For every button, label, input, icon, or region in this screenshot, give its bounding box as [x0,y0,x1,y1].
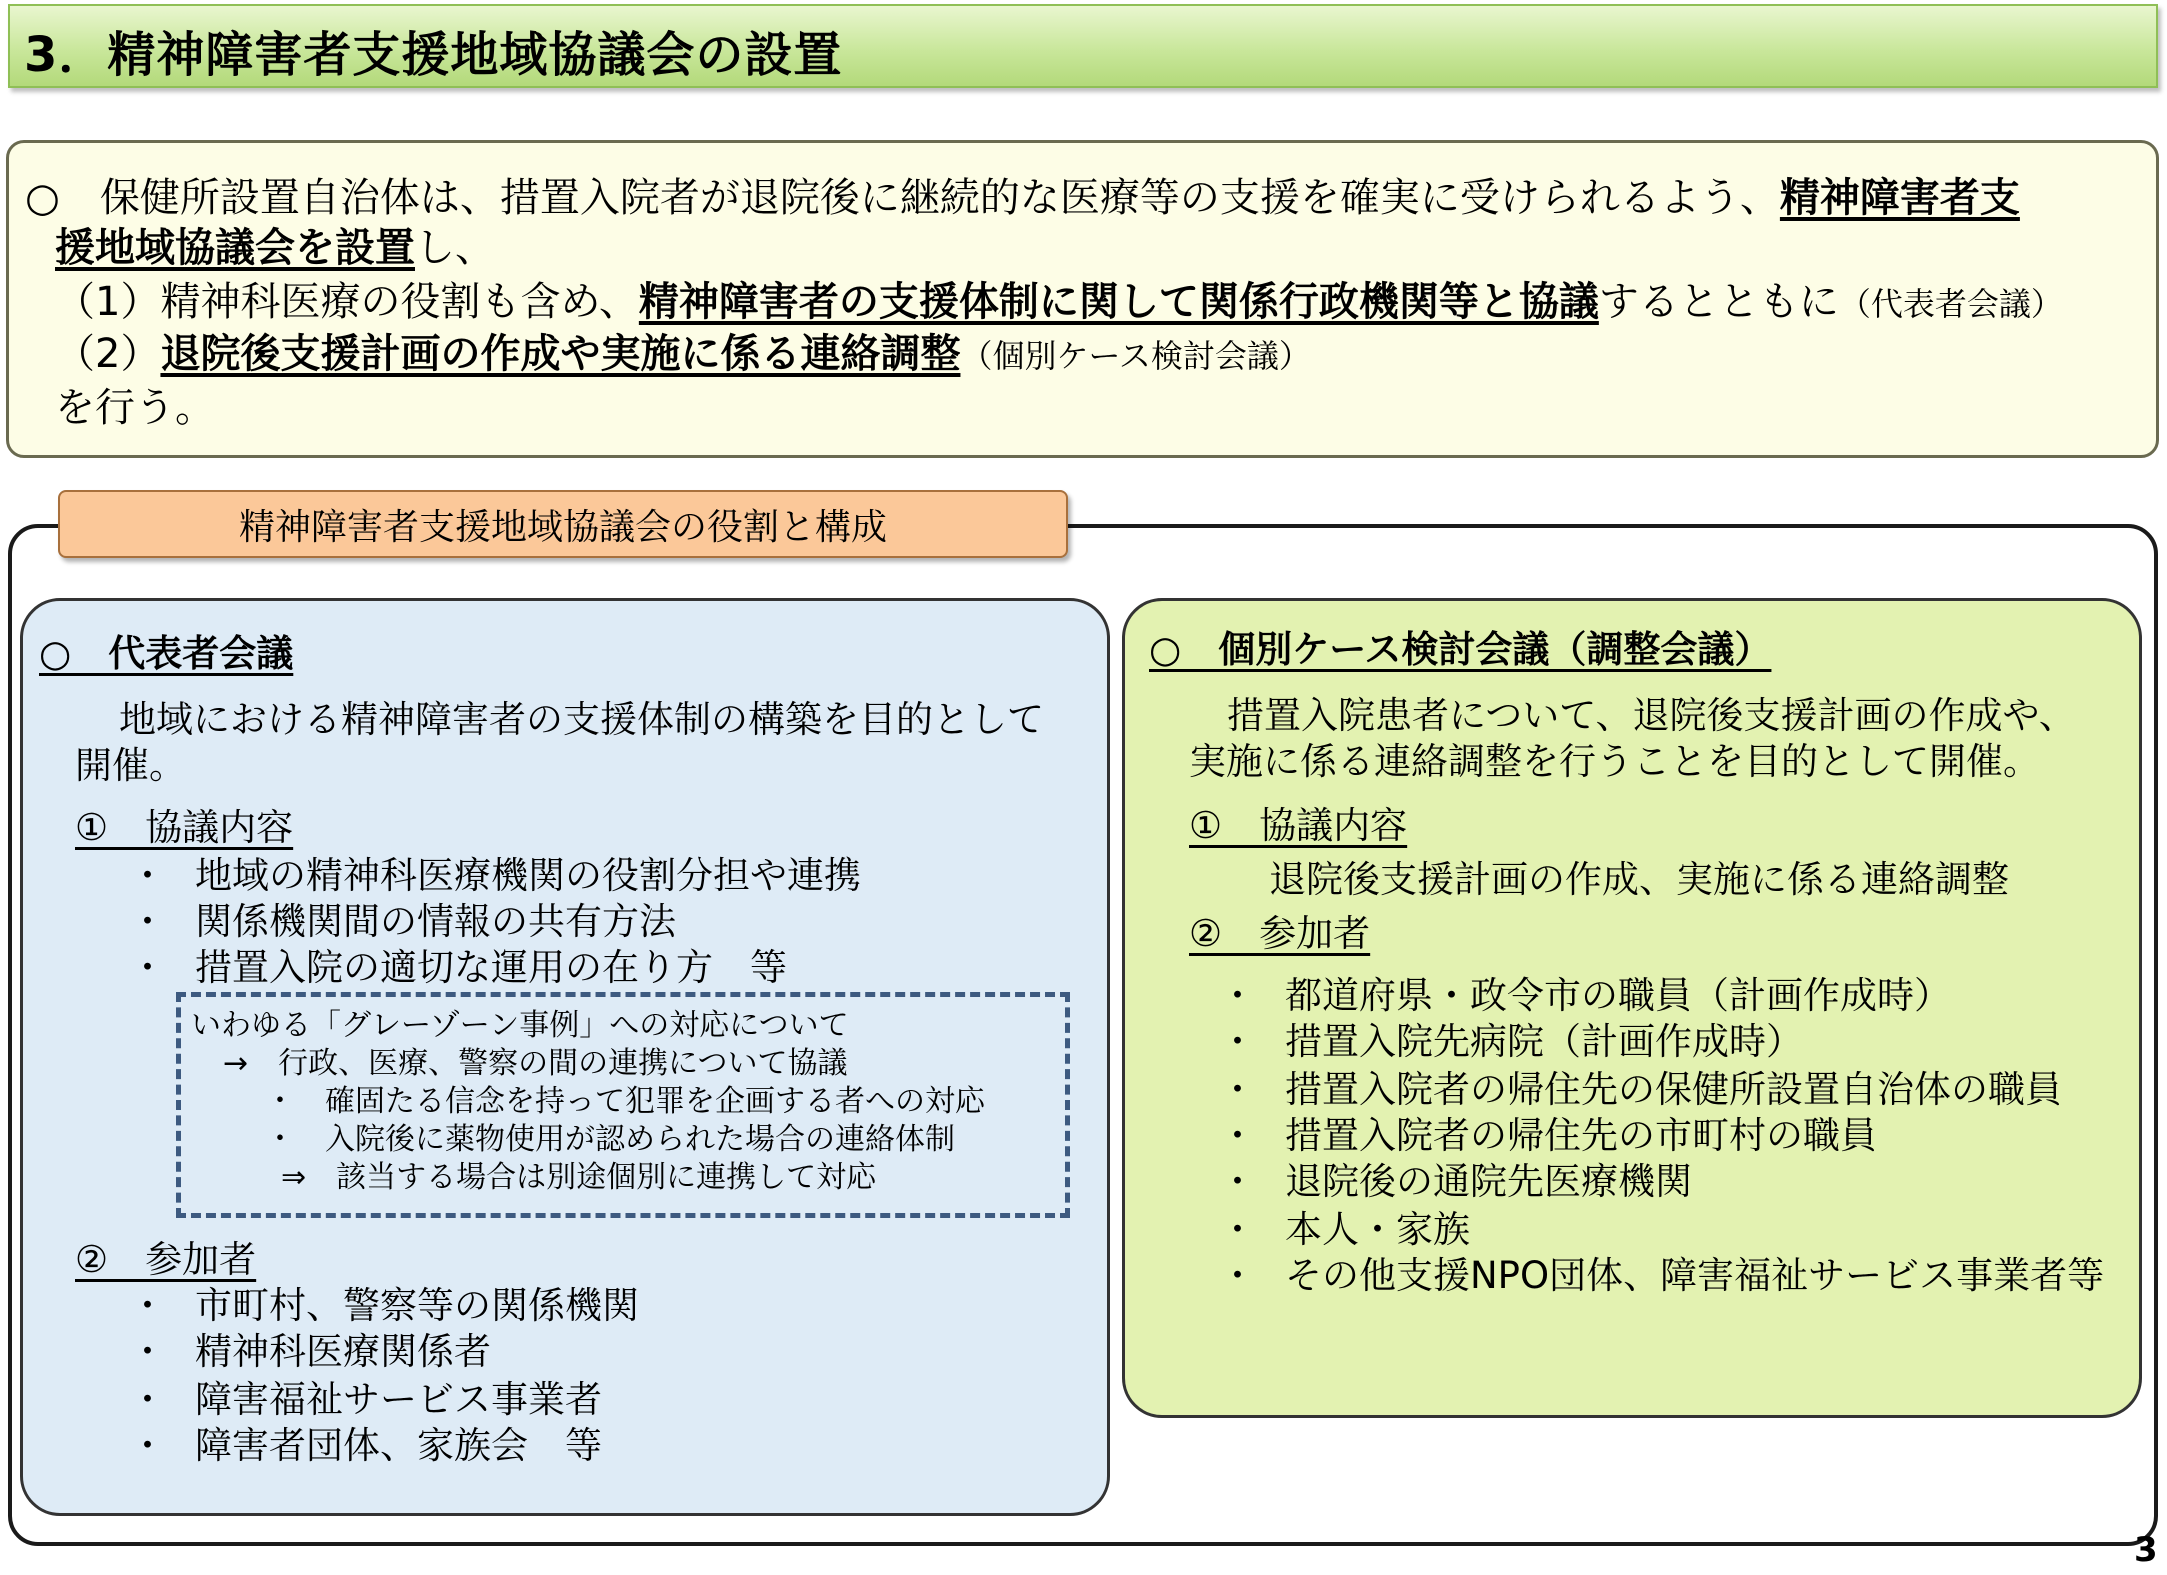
list-item: ・ 市町村、警察等の関係機関 [129,1284,639,1327]
list-item: ・ 本人・家族 [1219,1208,1470,1251]
panel-intro: 地域における精神障害者の支援体制の構築を目的として [119,698,1044,741]
summary-emphasis: 精神障害者支 [1779,175,2020,221]
panel-intro: 実施に係る連絡調整を行うことを目的として開催。 [1189,740,2040,783]
page-number: 3 [2134,1530,2158,1570]
panel-heading: ○ 代表者会議 [39,632,294,675]
list-item: ・ その他支援NPO団体、障害福祉サービス事業者等 [1219,1254,2105,1297]
list-item: ・ 措置入院者の帰住先の市町村の職員 [1219,1114,1877,1157]
summary-line-3: （1）精神科医療の役割も含め、精神障害者の支援体制に関して関係行政機関等と協議するとともに（代表者会議） [55,279,2063,325]
grey-zone-line: ・ 確固たる信念を持って犯罪を企画する者への対応 [265,1084,985,1119]
individual-case-meeting-panel [1122,598,2142,1418]
summary-line-4: （2）退院後支援計画の作成や実施に係る連絡調整（個別ケース検討会議） [55,331,1311,377]
list-item: ・ 措置入院先病院（計画作成時） [1219,1020,1803,1063]
list-item: ・ 障害者団体、家族会 等 [129,1424,602,1467]
summary-line-1: ○ 保健所設置自治体は、措置入院者が退院後に継続的な医療等の支援を確実に受けられるよう、精神障害者支 [25,175,2020,221]
section-text: 退院後支援計画の作成、実施に係る連絡調整 [1269,858,2009,901]
list-item: ・ 措置入院の適切な運用の在り方 等 [129,946,787,989]
summary-emphasis: 援地域協議会を設置 [55,225,415,271]
list-item: ・ 障害福祉サービス事業者 [129,1378,602,1421]
summary-line-5: を行う。 [55,385,215,431]
summary-emphasis: 退院後支援計画の作成や実施に係る連絡調整 [160,331,961,377]
grey-zone-conclusion: ⇒ 該当する場合は別途個別に連携して対応 [281,1160,877,1195]
grey-zone-box [176,992,1070,1218]
summary-emphasis: 精神障害者の支援体制に関して関係行政機関等と協議 [638,279,1599,325]
section-title-topics: ① 協議内容 [1189,804,1408,847]
grey-zone-line: → 行政、医療、警察の間の連携について協議 [223,1046,848,1081]
page-title: 3．精神障害者支援地域協議会の設置 [24,27,843,83]
list-item: ・ 措置入院者の帰住先の保健所設置自治体の職員 [1219,1068,2062,1111]
list-item: ・ 都道府県・政令市の職員（計画作成時） [1219,974,1951,1017]
summary-box [6,140,2159,458]
grey-zone-line: ・ 入院後に薬物使用が認められた場合の連絡体制 [265,1122,955,1157]
section-title-participants: ② 参加者 [75,1238,257,1281]
section-title-topics: ① 協議内容 [75,806,294,849]
list-item: ・ 精神科医療関係者 [129,1330,491,1373]
panel-heading: ○ 個別ケース検討会議（調整会議） [1149,628,1772,671]
list-item: ・ 退院後の通院先医療機関 [1219,1160,1692,1203]
list-item: ・ 地域の精神科医療機関の役割分担や連携 [129,854,861,897]
role-label: 精神障害者支援地域協議会の役割と構成 [58,490,1068,558]
section-title-participants: ② 参加者 [1189,912,1371,955]
panel-intro: 措置入院患者について、退院後支援計画の作成や、 [1227,694,2076,737]
grey-zone-title: いわゆる「グレーゾーン事例」への対応について [191,1008,849,1043]
summary-line-2: 援地域協議会を設置し、 [55,225,495,271]
list-item: ・ 関係機関間の情報の共有方法 [129,900,676,943]
panel-intro: 開催。 [75,744,186,787]
